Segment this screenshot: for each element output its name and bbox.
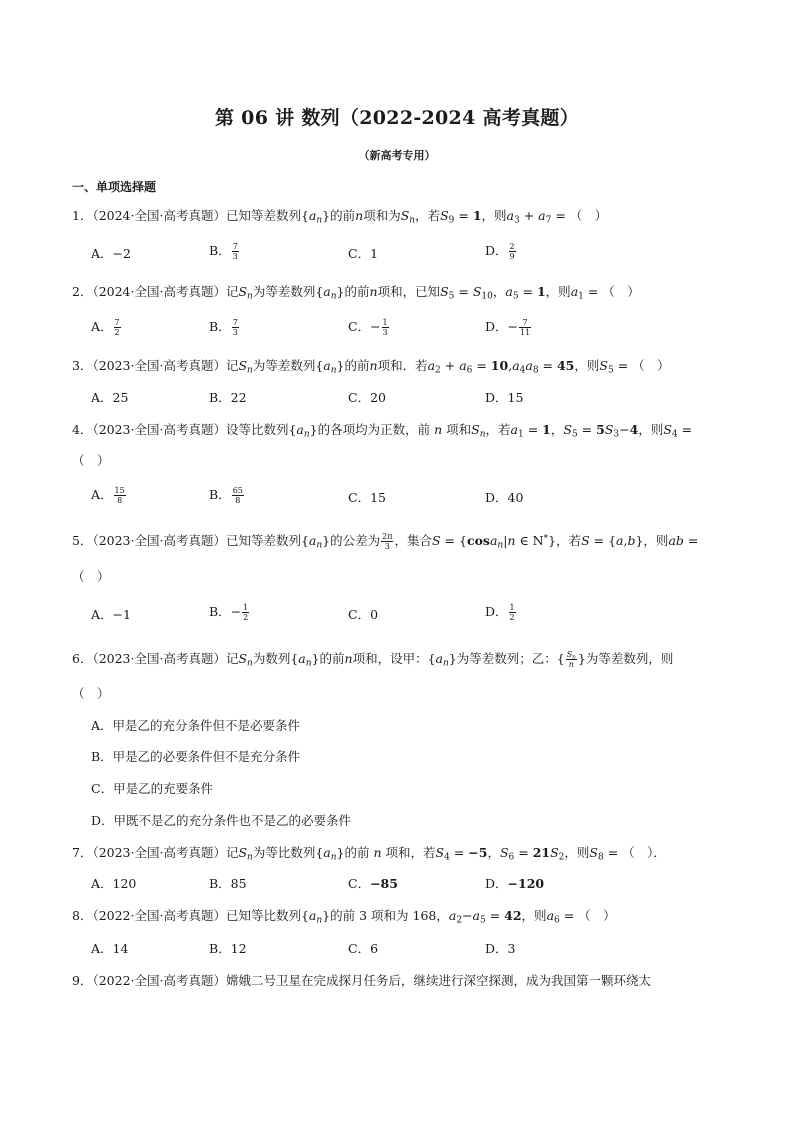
q1-option-c: C．1 [348, 246, 379, 261]
q8-option-d: D．3 [485, 941, 516, 956]
question-5: 5．（2023·全国·高考真题）已知等差数列$\{a_n\}$的公差为 $\frac{2\pi}{3}$ ，集合S = {cosa$_n$|n ∈ N*}，若S = {a,b}，则ab = [72, 532, 699, 552]
q5-option-a: A．−1 [91, 607, 131, 622]
question-5-line-2: （ ） [72, 569, 110, 584]
q7-option-a: A．120 [91, 876, 137, 891]
q2-option-b: B． $\frac{7}{3}$ [209, 318, 238, 338]
question-3: 3．（2023·全国·高考真题）记$S_n$为等差数列$\{a_n\}$的前n项和．若$a_2 + a_6 = 10,a_4a_8 = 45$，则$S_5$ = （ ） [72, 358, 670, 376]
q6-option-b: B．甲是乙的必要条件但不是充分条件 [91, 749, 301, 764]
q4-option-c: C．15 [348, 490, 386, 505]
q1-option-d: D． $\frac{2}{9}$ [485, 242, 515, 262]
q8-option-a: A．14 [91, 941, 129, 956]
q6-option-d: D．甲既不是乙的充分条件也不是乙的必要条件 [91, 813, 352, 828]
q6-option-c: C．甲是乙的充要条件 [91, 781, 214, 796]
q2-option-d: D．− $\frac{7}{11}$ [485, 318, 531, 338]
q4-option-a: A． $\frac{15}{8}$ [91, 486, 125, 506]
document-title: 第 06 讲 数列（2022-2024 高考真题） [214, 107, 580, 129]
question-6-line-2: （ ） [72, 686, 110, 701]
question-6: 6．（2023·全国·高考真题）记$S_n$为数列$\{a_n\}$的前n项和，设甲：$\{a_n\}$为等差数列；乙：{ $\frac{S_n}{n}$ }为等差数列，则 [72, 650, 674, 670]
q2-option-a: A． $\frac{7}{2}$ [91, 318, 120, 338]
q5-option-c: C．0 [348, 607, 379, 622]
q3-option-b: B．22 [209, 390, 247, 405]
q5-option-d: D． $\frac{1}{2}$ [485, 603, 515, 623]
q1-option-b: B． $\frac{7}{3}$ [209, 242, 238, 262]
q7-option-d: D．−120 [485, 876, 545, 891]
question-9: 9．（2022·全国·高考真题）嫦娥二号卫星在完成探月任务后，继续进行深空探测，成为我国第一颗环绕太 [72, 973, 651, 988]
q2-option-c: C．− $\frac{1}{3}$ [348, 318, 388, 338]
q3-option-d: D．15 [485, 390, 524, 405]
question-1: 1．（2024·全国·高考真题）已知等差数列$\{a_n\}$的前n项和为$S_n$，若$S_9 = 1$，则$a_3 + a_7$ = （ ） [72, 208, 608, 226]
q4-option-b: B． $\frac{65}{8}$ [209, 486, 243, 506]
section-heading: 一、单项选择题 [72, 180, 157, 194]
q3-option-a: A．25 [91, 390, 129, 405]
q1-option-a: A．−2 [91, 246, 131, 261]
q7-option-b: B．85 [209, 876, 247, 891]
question-4: 4．（2023·全国·高考真题）设等比数列$\{a_n\}$的各项均为正数，前 n 项和$S_n$，若$a_1 = 1$，$S_5 = 5S_3-4$，则$S_4$ = [72, 422, 693, 440]
q8-option-c: C．6 [348, 941, 379, 956]
q5-option-b: B．− $\frac{1}{2}$ [209, 603, 249, 623]
q4-option-d: D．40 [485, 490, 524, 505]
question-2: 2．（2024·全国·高考真题）记$S_n$为等差数列$\{a_n\}$的前n项和，已知$S_5 = S_{10}$，$a_5 = 1$，则$a_1$ = （ ） [72, 284, 640, 302]
q3-option-c: C．20 [348, 390, 386, 405]
document-subtitle: （新高考专用） [358, 149, 436, 162]
question-7: 7．（2023·全国·高考真题）记$S_n$为等比数列$\{a_n\}$的前 n 项和，若$S_4 = -5$，$S_6 = 21S_2$，则$S_8$ = （ ）． [72, 845, 666, 863]
question-8: 8．（2022·全国·高考真题）已知等比数列$\{a_n\}$的前 3 项和为 168，$a_2-a_5 = 42$，则$a_6$ = （ ） [72, 908, 616, 926]
q8-option-b: B．12 [209, 941, 247, 956]
q6-option-a: A．甲是乙的充分条件但不是必要条件 [91, 718, 301, 733]
question-4-line-2: （ ） [72, 453, 110, 468]
q7-option-c: C．−85 [348, 876, 398, 891]
